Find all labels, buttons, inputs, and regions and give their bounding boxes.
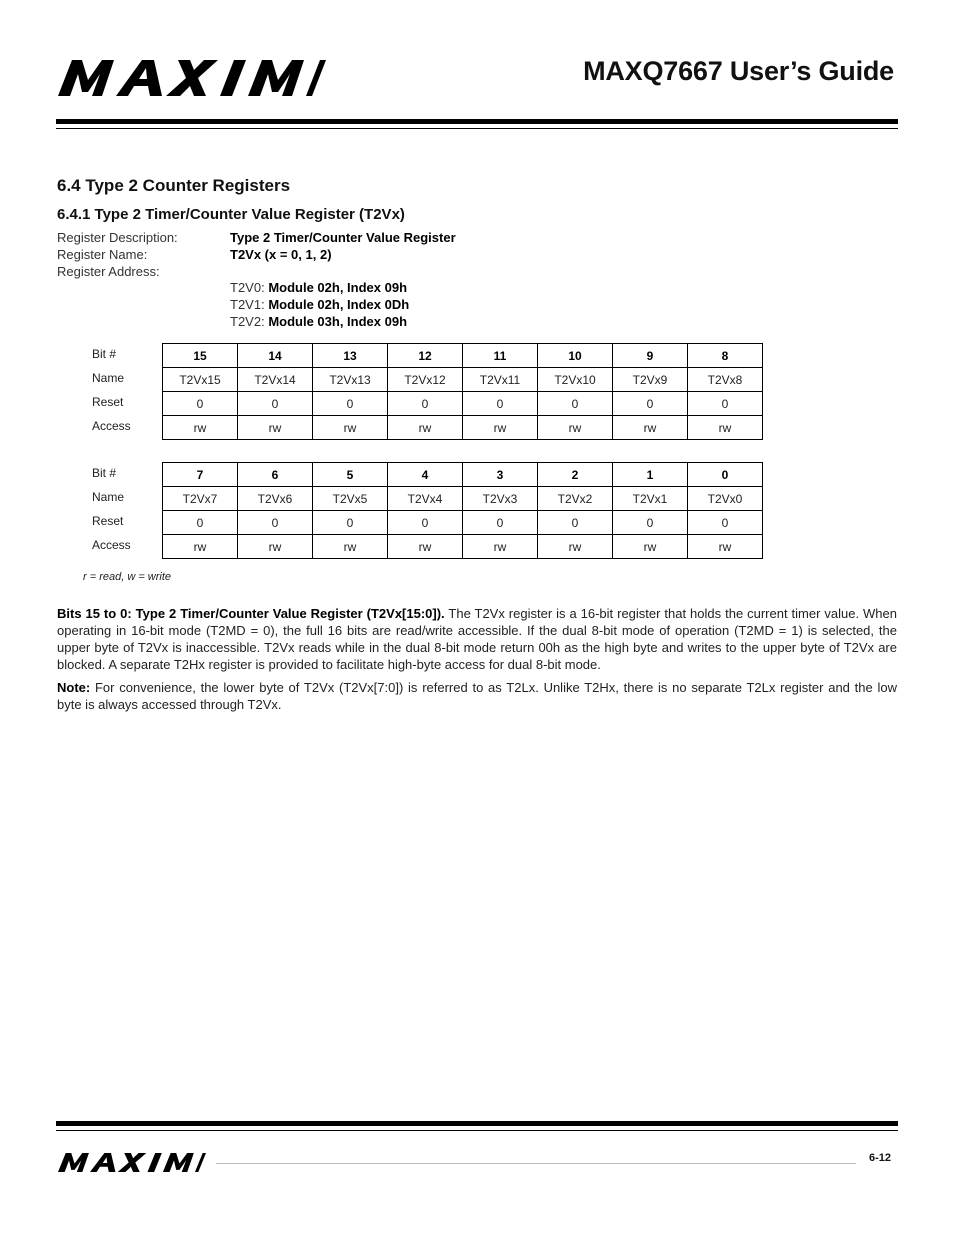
bits-lead: Bits 15 to 0: Type 2 Timer/Counter Value Register (T2Vx[15:0]).	[57, 606, 445, 621]
address-item: T2V1: Module 02h, Index 0Dh	[230, 297, 410, 312]
bit-cell: 4	[388, 463, 463, 487]
reset-cell: 0	[238, 392, 313, 416]
access-cell: rw	[163, 416, 238, 440]
name-cell: T2Vx6	[238, 487, 313, 511]
bit-cell: 12	[388, 344, 463, 368]
bit-cell: 9	[613, 344, 688, 368]
row-label-name: Name	[92, 490, 125, 504]
name-cell: T2Vx8	[688, 368, 763, 392]
bit-cell: 6	[238, 463, 313, 487]
name-cell: T2Vx3	[463, 487, 538, 511]
row-label-access: Access	[92, 538, 131, 552]
bit-cell: 0	[688, 463, 763, 487]
row-label-access: Access	[92, 419, 131, 433]
address-item: T2V0: Module 02h, Index 09h	[230, 280, 408, 295]
reset-cell: 0	[313, 392, 388, 416]
bit-number-row	[163, 344, 763, 368]
maxim-logo-footer	[58, 1153, 206, 1172]
reset-cell: 0	[688, 392, 763, 416]
access-cell: rw	[388, 535, 463, 559]
section-heading: 6.4 Type 2 Counter Registers	[57, 176, 291, 195]
page-number: 6-12	[868, 1152, 891, 1164]
note-lead: Note:	[57, 680, 91, 695]
access-cell: rw	[238, 535, 313, 559]
name-value: T2Vx (x = 0, 1, 2)	[230, 247, 332, 262]
name-cell: T2Vx11	[463, 368, 538, 392]
reset-row	[163, 511, 763, 535]
description-label: Register Description:	[57, 230, 178, 245]
bit-cell: 5	[313, 463, 388, 487]
name-cell: T2Vx0	[688, 487, 763, 511]
reset-cell: 0	[163, 511, 238, 535]
access-cell: rw	[313, 535, 388, 559]
access-cell: rw	[388, 416, 463, 440]
row-label-reset: Reset	[92, 514, 124, 528]
bit-cell: 2	[538, 463, 613, 487]
reset-cell: 0	[613, 511, 688, 535]
upper-row-labels	[92, 343, 131, 439]
access-cell: rw	[538, 535, 613, 559]
name-cell: T2Vx12	[388, 368, 463, 392]
access-row	[163, 535, 763, 559]
bit-cell: 8	[688, 344, 763, 368]
reset-cell: 0	[613, 392, 688, 416]
access-cell: rw	[313, 416, 388, 440]
footer-rule-thin	[56, 1130, 898, 1131]
access-cell: rw	[238, 416, 313, 440]
bit-cell: 13	[313, 344, 388, 368]
access-cell: rw	[688, 416, 763, 440]
note-text: For convenience, the lower byte of T2Vx (T2Vx[7:0]) is referred to as T2Lx. Unlike T2Hx, there is no separate T2Lx register and the low byte is always accessed through T2Vx.	[57, 680, 897, 712]
bit-table-lower	[162, 462, 763, 559]
bit-table-upper	[162, 343, 763, 440]
access-cell: rw	[463, 416, 538, 440]
name-cell: T2Vx10	[538, 368, 613, 392]
row-label-name: Name	[92, 371, 125, 385]
name-cell: T2Vx4	[388, 487, 463, 511]
reset-cell: 0	[463, 511, 538, 535]
reset-cell: 0	[163, 392, 238, 416]
header-rule-thin	[56, 128, 898, 129]
access-legend: r = read, w = write	[83, 571, 172, 583]
footer-divider	[216, 1163, 856, 1164]
description-value: Type 2 Timer/Counter Value Register	[230, 230, 456, 245]
access-cell: rw	[463, 535, 538, 559]
reset-cell: 0	[238, 511, 313, 535]
bit-cell: 3	[463, 463, 538, 487]
row-label-reset: Reset	[92, 395, 124, 409]
document-title: MAXQ7667 User’s Guide	[583, 56, 894, 86]
name-cell: T2Vx1	[613, 487, 688, 511]
access-cell: rw	[613, 416, 688, 440]
access-cell: rw	[163, 535, 238, 559]
maxim-logo	[58, 60, 326, 96]
row-label-bit: Bit #	[92, 466, 117, 480]
reset-cell: 0	[463, 392, 538, 416]
name-cell: T2Vx15	[163, 368, 238, 392]
name-cell: T2Vx14	[238, 368, 313, 392]
bits-description-paragraph	[57, 605, 897, 673]
access-row	[163, 416, 763, 440]
bit-number-row	[163, 463, 763, 487]
bit-cell: 7	[163, 463, 238, 487]
reset-cell: 0	[538, 392, 613, 416]
name-row	[163, 368, 763, 392]
footer-rule-thick	[56, 1121, 898, 1126]
subsection-heading: 6.4.1 Type 2 Timer/Counter Value Register (T2Vx)	[57, 206, 405, 223]
bits-text: The T2Vx register is a 16-bit register that holds the current timer value. When operating in 16-bit mode (T2MD = 0), the full 16 bits are read/write accessible. If the dual 8-bit mode of operation (T2MD = 1) is selected, the upper byte of T2Vx is inaccessible. T2Vx reads while in the dual 8-bit mode return 00h as the high byte and writes to the upper byte of T2Vx are blocked. A separate T2Hx register is provided to facilitate high-byte access for dual 8-bit mode.	[57, 606, 897, 672]
name-cell: T2Vx7	[163, 487, 238, 511]
name-cell: T2Vx2	[538, 487, 613, 511]
reset-cell: 0	[538, 511, 613, 535]
reset-cell: 0	[688, 511, 763, 535]
reset-cell: 0	[388, 392, 463, 416]
address-item: T2V2: Module 03h, Index 09h	[230, 314, 408, 329]
lower-row-labels	[92, 462, 131, 558]
name-cell: T2Vx13	[313, 368, 388, 392]
bit-cell: 10	[538, 344, 613, 368]
address-label: Register Address:	[57, 264, 160, 279]
bit-cell: 11	[463, 344, 538, 368]
name-cell: T2Vx5	[313, 487, 388, 511]
access-cell: rw	[538, 416, 613, 440]
row-label-bit: Bit #	[92, 347, 117, 361]
name-cell: T2Vx9	[613, 368, 688, 392]
bit-cell: 15	[163, 344, 238, 368]
register-address-list	[230, 279, 409, 330]
bit-cell: 1	[613, 463, 688, 487]
reset-cell: 0	[313, 511, 388, 535]
reset-cell: 0	[388, 511, 463, 535]
name-row	[163, 487, 763, 511]
header-rule-thick	[56, 119, 898, 124]
register-info-values	[230, 229, 456, 263]
access-cell: rw	[688, 535, 763, 559]
access-cell: rw	[613, 535, 688, 559]
register-info-labels	[57, 229, 178, 280]
reset-row	[163, 392, 763, 416]
note-paragraph	[57, 679, 897, 713]
name-label: Register Name:	[57, 247, 148, 262]
bit-cell: 14	[238, 344, 313, 368]
